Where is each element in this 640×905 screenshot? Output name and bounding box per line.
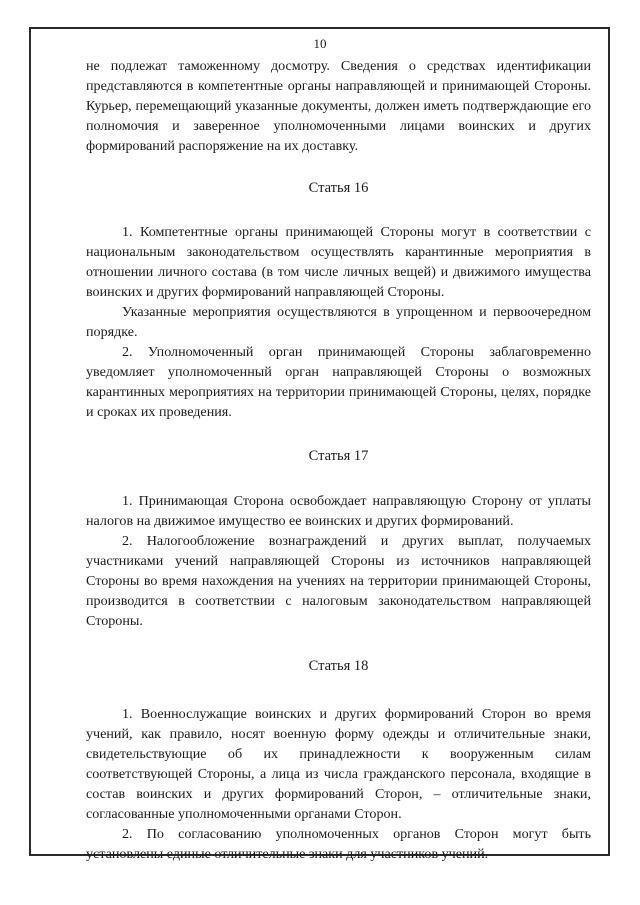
article-18-paragraph-1: 1. Военнослужащие воинских и других формирований Сторон во время учений, как правило, носят военную форму одежды и отличительные знаки, свидетельствующие об их принадлежности к вооруженным силам соответствующей Стороны, а лица из числа гражданского персонала, входящие в состав воинских и других формирований Сторон, – отличительные знаки, согласованные уполномоченными органами Сторон. (86, 706, 591, 822)
article-17-paragraph-2: 2. Налогообложение вознаграждений и других выплат, получаемых участниками учений направляющей Стороны из источников направляющей Стороны во время нахождения на учениях на территории принимающей Стороны, производится в соответствии с налоговым законодательством направляющей Стороны. (86, 533, 591, 629)
page-number: 10 (313, 36, 327, 51)
article-16-paragraph-1: 1. Компетентные органы принимающей Стороны могут в соответствии с национальным законодательством осуществлять карантинные мероприятия в отношении личного состава (в том числе личных вещей) и движимого имущества воинских и других формирований направляющей Стороны. (86, 224, 591, 300)
article-16-paragraph-2: Указанные мероприятия осуществляются в упрощенном и первоочередном порядке. (86, 304, 591, 340)
article-16-heading: Статья 16 (308, 180, 369, 196)
article-16-paragraph-3: 2. Уполномоченный орган принимающей Стороны заблаговременно уведомляет уполномоченный орган направляющей Стороны о возможных карантинных мероприятиях на территории принимающей Стороны, целях, порядке и сроках их проведения. (86, 344, 591, 420)
article-18-paragraph-2: 2. По согласованию уполномоченных органов Сторон могут быть установлены единые отличительные знаки для участников учений. (86, 826, 591, 862)
document-body (86, 56, 591, 864)
article-17-paragraph-1: 1. Принимающая Сторона освобождает направляющую Сторону от уплаты налогов на движимое имущество ее воинских и других формирований. (86, 493, 591, 529)
article-17-heading: Статья 17 (308, 448, 369, 464)
article-18-heading: Статья 18 (308, 658, 369, 674)
intro-paragraph: не подлежат таможенному досмотру. Сведения о средствах идентификации представляются в компетентные органы направляющей и принимающей Стороны. Курьер, перемещающий указанные документы, должен иметь подтверждающие его полномочия и заверенное уполномоченными лицами воинских и других формирований распоряжение на их доставку. (86, 58, 591, 154)
